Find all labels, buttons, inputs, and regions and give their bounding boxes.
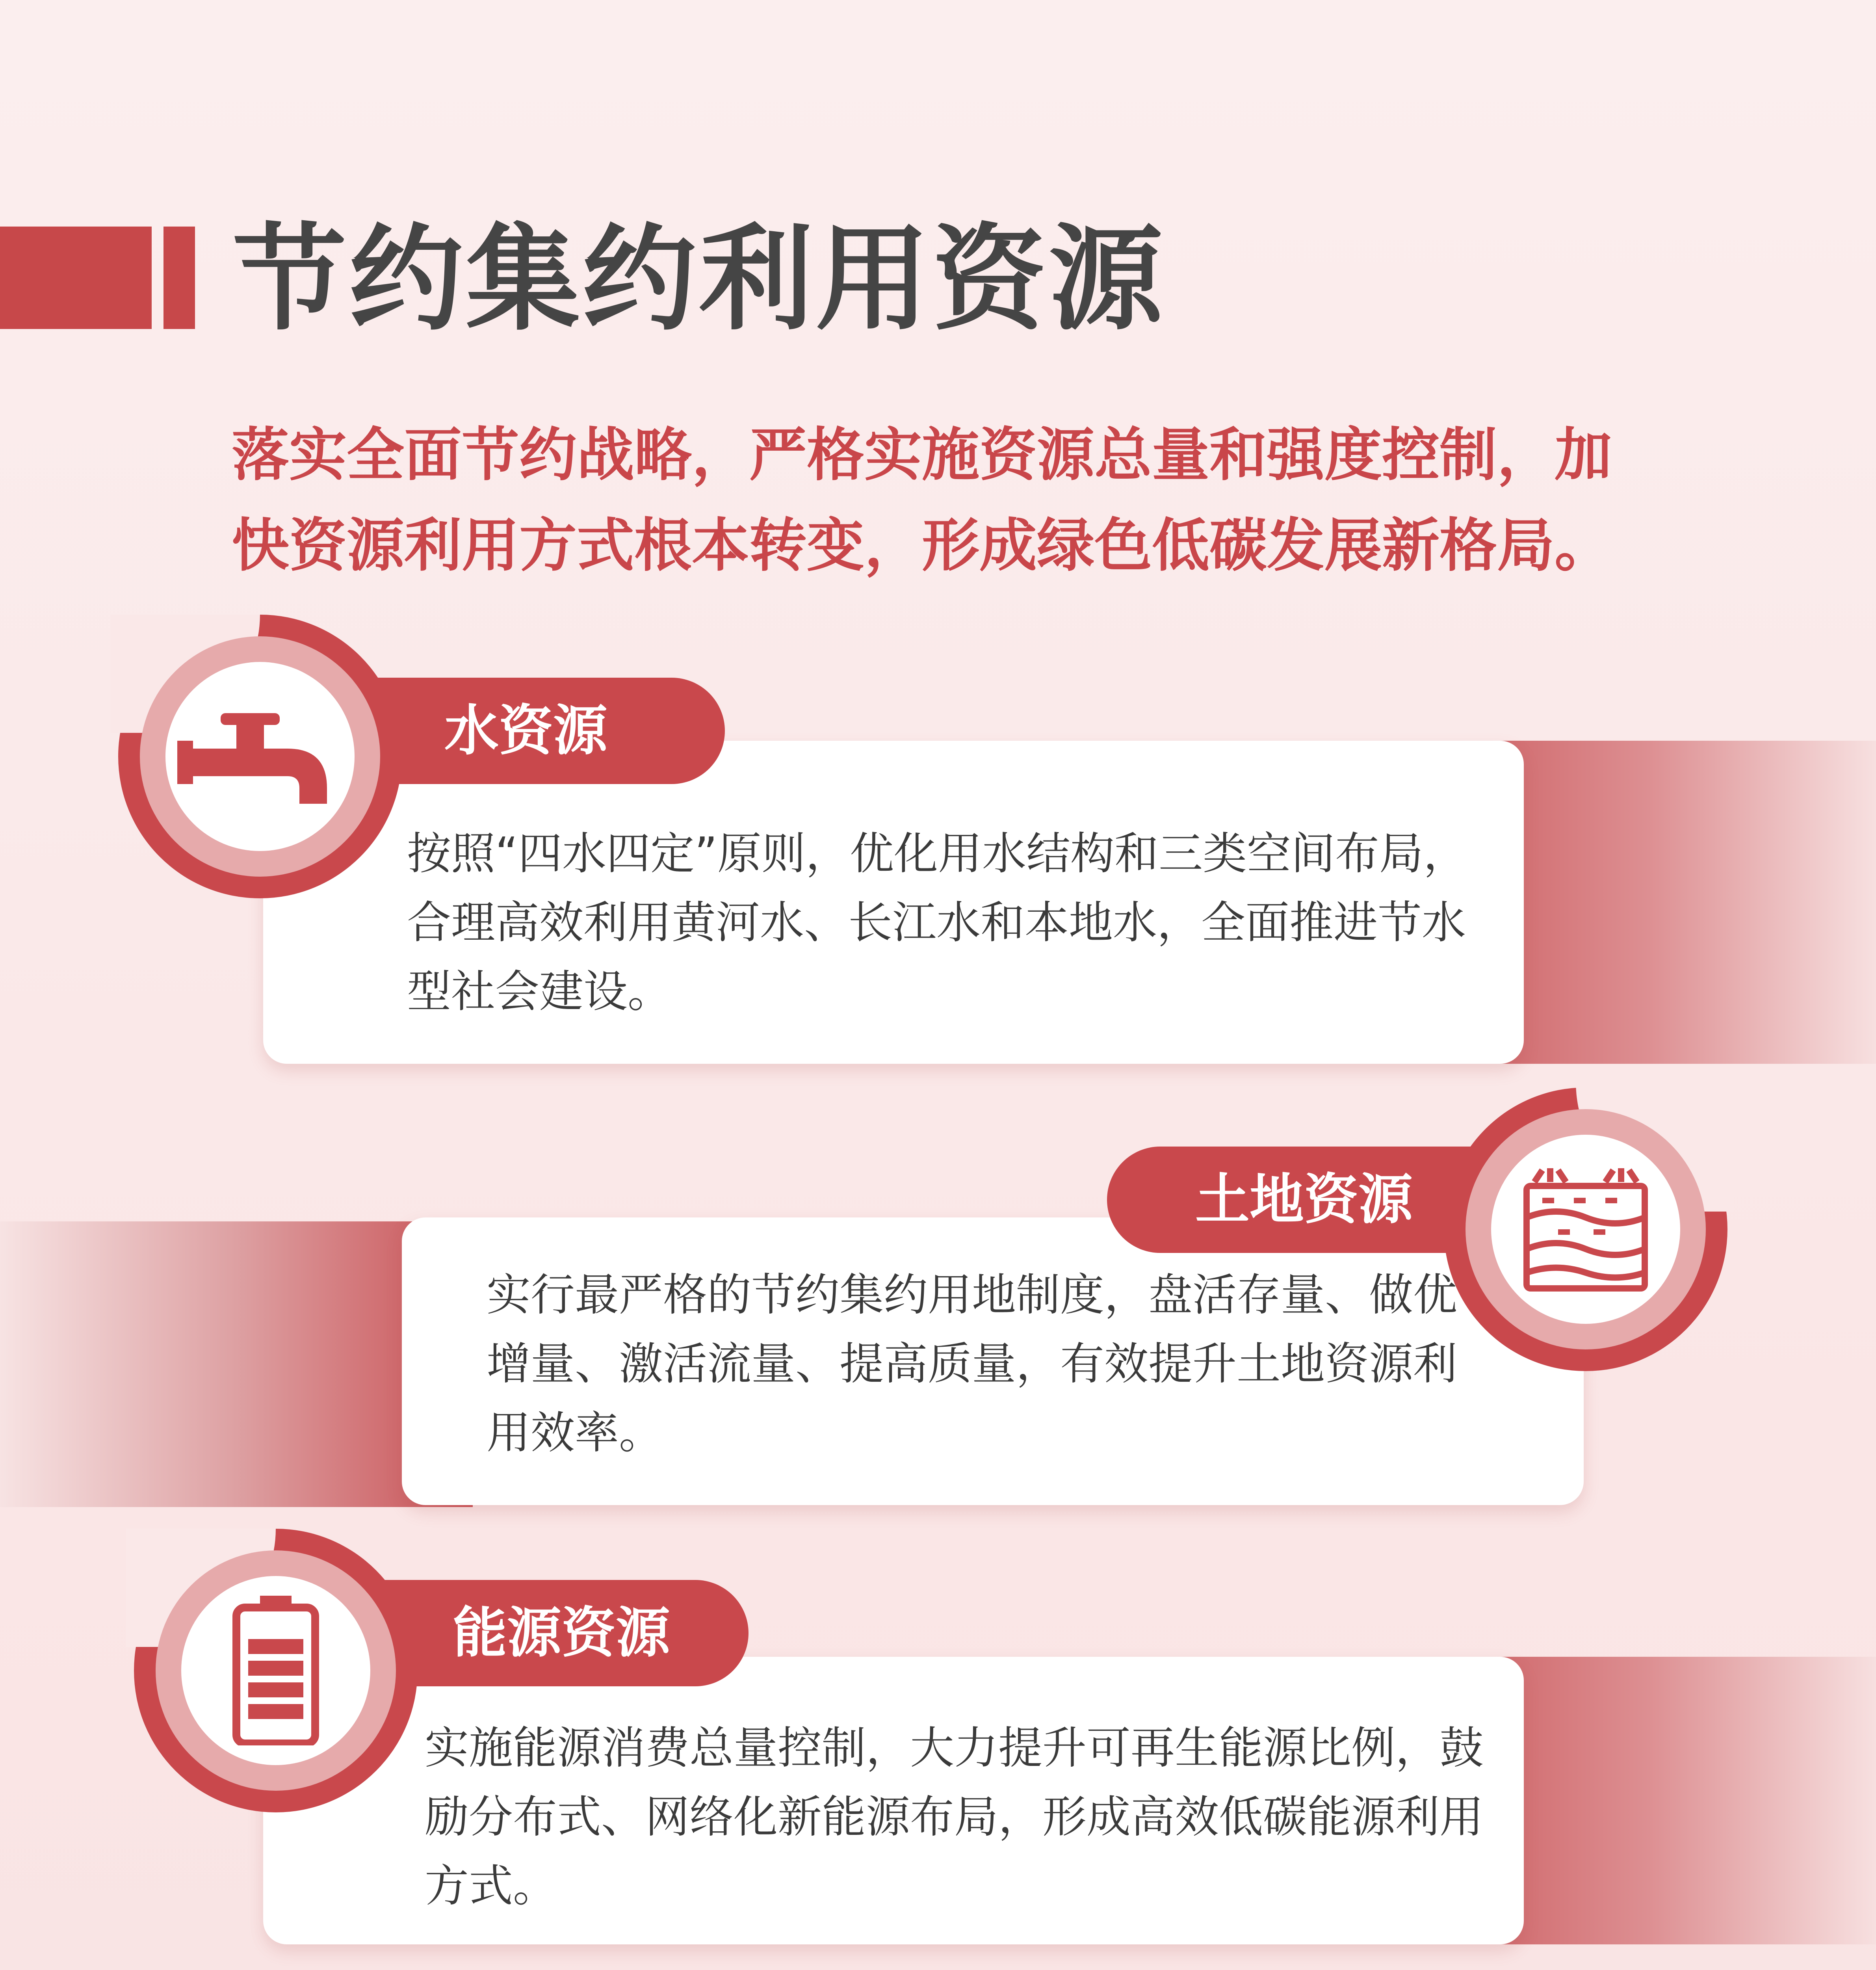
header-bar-short xyxy=(163,227,195,329)
land-description: 实行最严格的节约集约用地制度，盘活存量、做优增量、激活流量、提高质量，有效提升土地资源利用效率。 xyxy=(487,1269,1457,1459)
intro-text: 落实全面节约战略，严格实施资源总量和强度控制，加快资源利用方式根本转变，形成绿色低碳发展新格局。 xyxy=(232,422,1612,579)
water-icon-circle xyxy=(165,662,355,851)
energy-card xyxy=(263,1657,1524,1944)
energy-description: 实施能源消费总量控制，大力提升可再生能源比例，鼓励分布式、网络化新能源布局，形成高效低碳能源利用方式。 xyxy=(425,1723,1484,1912)
energy-icon-circle xyxy=(181,1576,370,1765)
land-card xyxy=(402,1217,1584,1505)
energy-label: 能源资源 xyxy=(374,1580,749,1686)
water-label: 水资源 xyxy=(327,678,725,784)
water-description: 按照“四水四定”原则，优化用水结构和三类空间布局，合理高效利用黄河水、长江水和本地水，全面推进节水型社会建设。 xyxy=(407,828,1468,1017)
page-title: 节约集约利用资源 xyxy=(232,213,1165,346)
land-label: 土地资源 xyxy=(1107,1147,1501,1253)
header-bar-long xyxy=(0,227,152,329)
faucet-icon xyxy=(177,697,343,816)
water-card xyxy=(263,741,1524,1064)
land-icon-circle xyxy=(1491,1135,1680,1324)
battery-icon xyxy=(232,1596,319,1745)
land-layers-icon xyxy=(1519,1166,1653,1292)
